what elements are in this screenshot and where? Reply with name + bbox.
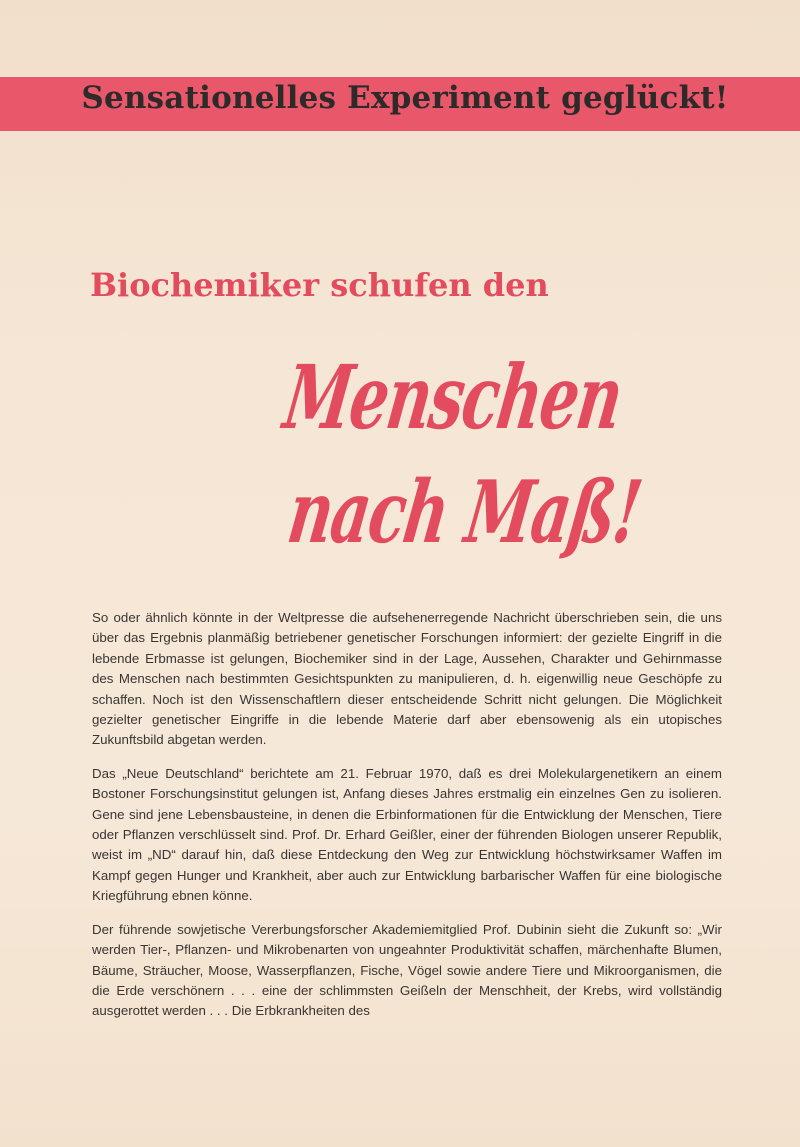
subheading: Biochemiker schufen den bbox=[90, 266, 549, 304]
headline-line-1: Menschen bbox=[278, 345, 782, 449]
paragraph: Das „Neue Deutschland“ berichtete am 21. Februar 1970, daß es drei Molekulargenetikern an einem Bostoner Forschungsinstitut gelungen ist, Anfang dieses Jahres erstmalig ein einzelnes Gen zu isolieren. Gene sind jene Lebensbausteine, in denen die Erbinformationen für die Entwicklung der Menschen, Tiere oder Pflanzen verschlüsselt sind. Prof. Dr. Erhard Geißler, einer der führenden Biologen unserer Republik, weist im „ND“ darauf hin, daß diese Entdeckung den Weg zur Entwicklung höchstwirksamer Waffen im Kampf gegen Hunger und Krankheit, aber auch zur Entwicklung barbarischer Waffen für eine biologische Kriegführung ebnen könne. bbox=[92, 765, 722, 904]
paragraph: So oder ähnlich könnte in der Weltpresse die aufsehenerregende Nachricht überschrieben sein, die uns über das Ergebnis planmäßig betriebener genetischer Forschungen informiert: der gezielte Eingriff in die lebende Erbmasse ist gelungen, Biochemiker sind in der Lage, Aussehen, Charakter und Gehirnmasse des Menschen nach bestimmten Gesichtspunkten zu manipulieren, d. h. eigenwillig neue Geschöpfe zu schaffen. Noch ist den Wissenschaftlern dieser entscheidende Schritt nicht gelungen. Die Möglichkeit gezielter genetischer Eingriffe in die lebende Materie darf aber ebensowenig als ein utopisches Zukunftsbild abgetan werden. bbox=[92, 610, 722, 748]
article-body bbox=[92, 608, 722, 1035]
paragraph: Der führende sowjetische Vererbungsforscher Akademiemitglied Prof. Dubinin sieht die Zukunft so: „Wir werden Tier-, Pflanzen- und Mikrobenarten von ungeahnter Produktivität schaffen, märchenhafte Blumen, Bäume, Sträucher, Moose, Wasserpflanzen, Fische, Vögel sowie andere Tiere und Mikroorganismen, die die Erde verschönern . . . eine der schlimmsten Geißeln der Menschheit, der Krebs, wird vollständig ausgerottet werden . . . Die Erbkrankheiten des bbox=[92, 921, 722, 1019]
banner-title: Sensationelles Experiment geglückt! bbox=[81, 80, 729, 116]
headline-line-2: nach Maß! bbox=[282, 462, 796, 563]
brush-script-headline bbox=[278, 330, 796, 570]
